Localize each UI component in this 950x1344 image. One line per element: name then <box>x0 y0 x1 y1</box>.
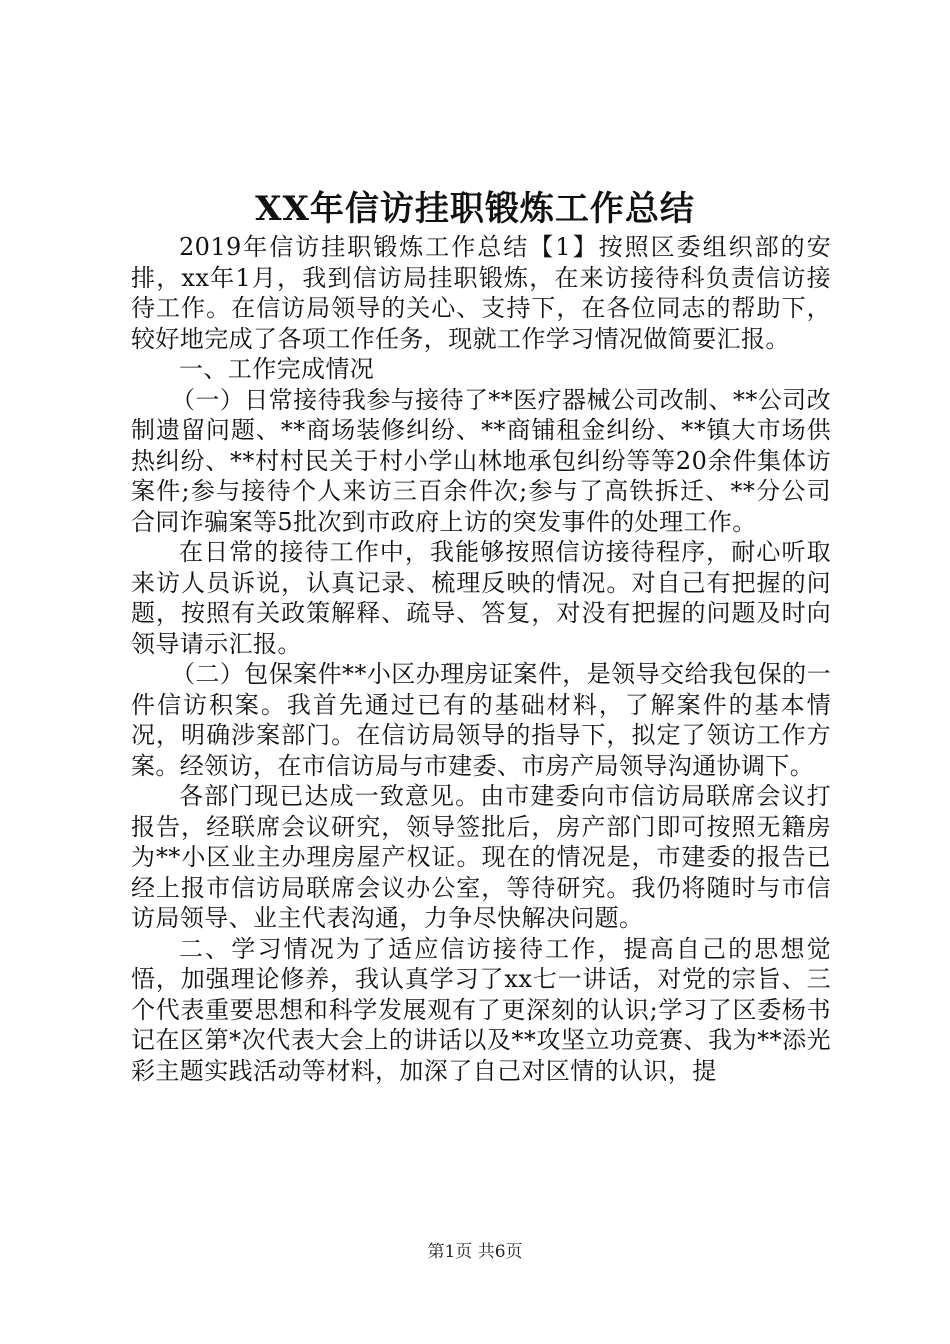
page-number-footer: 第1页 共6页 <box>427 1242 523 1262</box>
paragraph-study-situation: 二、学习情况为了适应信访接待工作，提高自己的思想觉悟，加强理论修养，我认真学习了xx七一讲话，对党的宗旨、三个代表重要思想和科学发展观有了更深刻的认识;学习了区委杨书记在区第*次代表大会上的讲话以及**攻坚立功竞赛、我为**添光彩主题实践活动等材料，加深了自己对区情的认识，提 <box>131 934 831 1085</box>
paragraph-department-agreement: 各部门现已达成一致意见。由市建委向市信访局联席会议打报告，经联席会议研究，领导签批后，房产部门即可按照无籍房为**小区业主办理房屋产权证。现在的情况是，市建委的报告已经上报市信访局联席会议办公室，等待研究。我仍将随时与市信访局领导、业主代表沟通，力争尽快解决问题。 <box>131 782 831 932</box>
paragraph-reception-process: 在日常的接待工作中，我能够按照信访接待程序，耐心听取来访人员诉说，认真记录、梳理反映的情况。对自己有把握的问题，按照有关政策解释、疏导、答复，对没有把握的问题及时向领导请示汇报。 <box>131 538 831 658</box>
heading-work-completion: 一、工作完成情况 <box>179 355 375 383</box>
document-title: XX年信访挂职锻炼工作总结 <box>255 189 695 229</box>
paragraph-intro: 2019年信访挂职锻炼工作总结【1】按照区委组织部的安排，xx年1月，我到信访局挂职锻炼，在来访接待科负责信访接待工作。在信访局领导的关心、支持下，在各位同志的帮助下，较好地完成了各项工作任务，现就工作学习情况做简要汇报。 <box>131 233 831 353</box>
paragraph-daily-reception: （一）日常接待我参与接待了**医疗器械公司改制、**公司改制遗留问题、**商场装修纠纷、**商铺租金纠纷、**镇大市场供热纠纷、**村村民关于村小学山林地承包纠纷等等20余件集体访案件;参与接待个人来访三百余件次;参与了高铁拆迁、**分公司合同诈骗案等5批次到市政府上访的突发事件的处理工作。 <box>131 385 831 536</box>
paragraph-guarantee-case: （二）包保案件**小区办理房证案件，是领导交给我包保的一件信访积案。我首先通过已有的基础材料，了解案件的基本情况，明确涉案部门。在信访局领导的指导下，拟定了领访工作方案。经领访，在市信访局与市建委、市房产局领导沟通协调下。 <box>131 660 831 780</box>
document-body <box>131 232 831 1086</box>
